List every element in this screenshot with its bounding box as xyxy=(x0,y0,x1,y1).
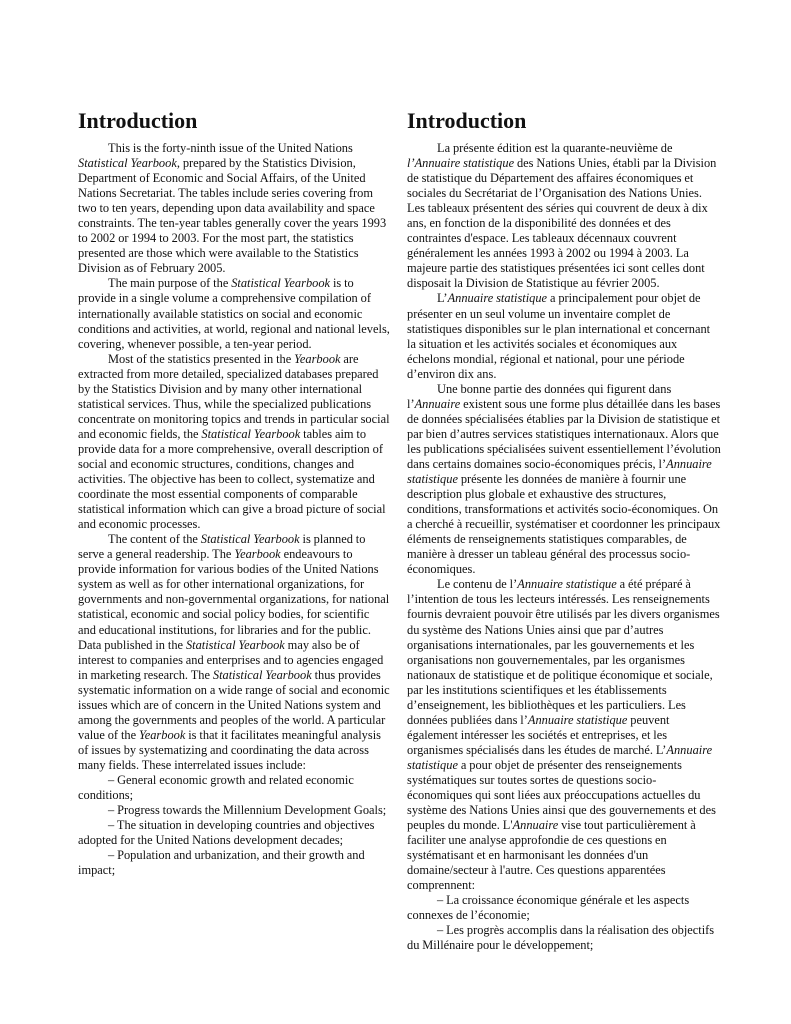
english-list-item: – Population and urbanization, and their growth and impact; xyxy=(78,848,365,878)
french-paragraph-2: L’Annuaire statistique a principalement pour objet de présenter en un seul volume un inventaire complet de statistiques disponibles sur le plan international et concernant la situation et les activités sociales et économiques aux échelons mondial, régional et national, pour une période d’environ dix ans. xyxy=(407,291,711,381)
french-paragraph-3: Une bonne partie des données qui figurent dans l’Annuaire existent sous une forme plus détaillée dans les bases de données spécialisées établies par la Division de statistique et par bien d’autres services statistiques internationaux. Alors que les publications spécialisées suivent essentiellement l’évolution dans certains domaines socio-économiques précis, l’Annuaire statistique présente les données de manière à fournir une description plus globale et exhaustive des structures, conditions, transformations et activités socio-économiques. On a cherché à recueillir, systématiser et coordonner les principaux éléments de renseignements statistiques comparables, de manière à dresser un tableau général des processus socio-économiques. xyxy=(407,381,721,577)
english-list-item: – The situation in developing countries and objectives adopted for the United Nations development decades; xyxy=(78,818,375,848)
english-list-item: – General economic growth and related economic conditions; xyxy=(78,772,354,803)
english-column xyxy=(78,108,390,878)
french-paragraph-1: La présente édition est la quarante-neuvième de l’Annuaire statistique des Nations Unies, établi par la Division de statistique du Département des affaires économiques et sociales du Secrétariat de l’Organisation des Nations Unies. Les tableaux présentent des séries qui couvrent de deux à dix ans, en fonction de la disponibilité des données et des contraintes d'espace. Les tableaux décennaux couvrent généralement les années 1993 à 2002 ou 1994 à 2003. La majeure partie des statistiques présentées ici sont celles dont disposait la Division de Statistique au février 2005. xyxy=(407,141,717,291)
english-list-item: – Progress towards the Millennium Development Goals; xyxy=(108,803,387,818)
english-heading: Introduction xyxy=(78,108,198,133)
french-heading: Introduction xyxy=(407,108,527,133)
french-column xyxy=(407,108,721,954)
english-paragraph-4: The content of the Statistical Yearbook is planned to serve a general readership. The Yearbook endeavours to provide information for various bodies of the United Nations system as well as for other international organizations, for governments and non-governmental organizations, for national statistical, economic and social policy bodies, for scientific and educational institutions, for libraries and for the public. Data published in the Statistical Yearbook may also be of interest to companies and enterprises and to agencies engaged in marketing research. The Statistical Yearbook thus provides systematic information on a wide range of social and economic issues which are of concern in the United Nations system and among the governments and peoples of the world. A particular value of the Yearbook is that it facilitates meaningful analysis of issues by systematizing and coordinating the data across many fields. These interrelated issues include: xyxy=(78,532,390,772)
english-paragraph-3: Most of the statistics presented in the Yearbook are extracted from more detailed, specialized databases prepared by the Statistics Division and by many other international statistical services. Thus, while the specialized publications concentrate on monitoring topics and trends in particular social and economic fields, the Statistical Yearbook tables aim to provide data for a more comprehensive, overall description of social and economic structures, conditions, changes and activities. The objective has been to collect, systematize and coordinate the most essential components of comparable statistical information which can give a broad picture of social and economic processes. xyxy=(78,351,390,532)
english-paragraph-2: The main purpose of the Statistical Yearbook is to provide in a single volume a comprehensive compilation of internationally available statistics on social and economic conditions and activities, at world, regional and national levels, covering, whenever possible, a ten-year period. xyxy=(78,276,390,351)
french-list-item: – Les progrès accomplis dans la réalisation des objectifs du Millénaire pour le développement; xyxy=(407,923,715,953)
english-paragraph-1: This is the forty-ninth issue of the United Nations Statistical Yearbook, prepared by the Statistics Division, Department of Economic and Social Affairs, of the United Nations Secretariat. The tables include series covering from two to ten years, depending upon data availability and space constraints. The ten-year tables generally cover the years 1993 to 2002 or 1994 to 2003. For the most part, the statistics presented are those which were available to the Statistics Division as of February 2005. xyxy=(78,141,387,276)
french-paragraph-4: Le contenu de l’Annuaire statistique a été préparé à l’intention de tous les lecteurs intéressés. Les renseignements fournis devraient pouvoir être utilisés par les divers organismes du système des Nations Unies ainsi que par d’autres organisations internationales, par les gouvernements et les organisations non gouvernementales, par les organismes nationaux de statistique et de politique économique et sociale, par les institutions scientifiques et les établissements d’enseignement, les bibliothèques et les particuliers. Les données publiées dans l’Annuaire statistique peuvent également intéresser les sociétés et entreprises, et les organismes spécialisés dans les études de marché. L’Annuaire statistique a pour objet de présenter des renseignements systématiques sur toutes sortes de questions socio-économiques qui sont liées aux préoccupations actuelles du système des Nations Unies ainsi que des gouvernements et des peuples du monde. L'Annuaire vise tout particulièrement à faciliter une analyse approfondie de ces questions en systématisant et en harmonisant les données d'un domaine/secteur à l'autre. Ces questions apparentées comprennent: xyxy=(407,577,720,893)
french-list-item: – La croissance économique générale et les aspects connexes de l’économie; xyxy=(407,893,690,923)
